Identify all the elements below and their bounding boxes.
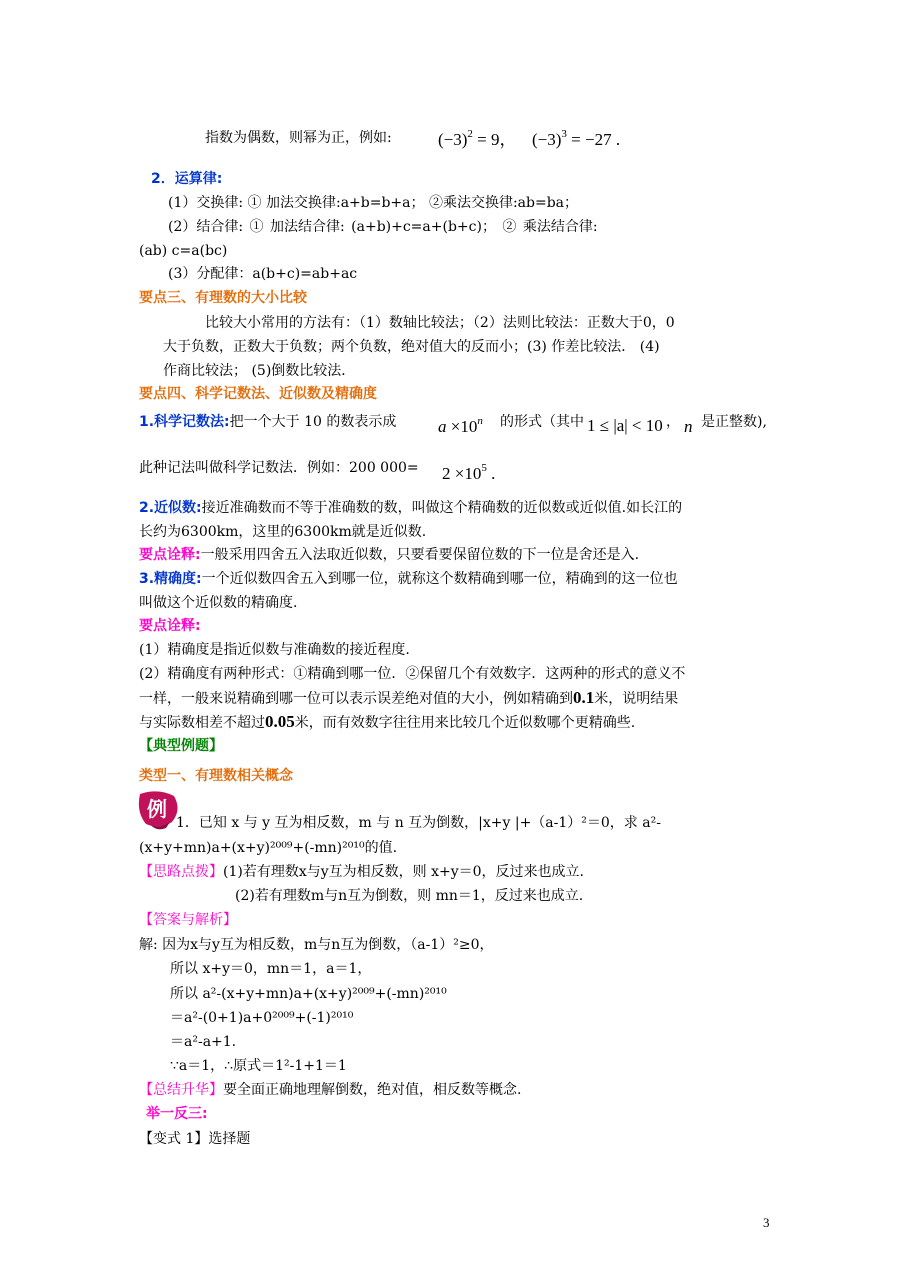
precision-line-1: 3.精确度:一个近似数四舍五入到哪一位，就称这个数精确到哪一位，精确到的这一位也 — [139, 571, 678, 587]
approx-line-1: 2.近似数:接近准确数而不等于准确数的数，叫做这个精确数的近似数或近似值.如长江的 — [139, 500, 683, 516]
note-two-line-4: 与实际数相差不超过0.05米，而有效数字往往用来比较几个近似数哪个更精确些. — [139, 712, 636, 731]
note-two-line-3: 一样，一般来说精确到哪一位可以表示误差绝对值的大小，例如精确到0.1米，说明结果 — [139, 688, 679, 707]
example-badge-text: 例 — [147, 797, 167, 821]
solution-line-1: 解: 因为x与y互为相反数，m与n互为倒数，（a-1）²≥0， — [139, 937, 494, 953]
precision-label: 3.精确度: — [139, 571, 202, 587]
sci-notation-line: 1.科学记数法:把一个大于 10 的数表示成 — [139, 414, 397, 430]
solution-line-6: ∵a＝1，∴原式＝1²-1+1＝1 — [170, 1058, 347, 1074]
compare-para-3: 作商比较法； (5)倒数比较法． — [163, 363, 356, 379]
typical-examples-heading: 【典型例题】 — [139, 738, 223, 754]
example-one-line-1: 1．已知 x 与 y 互为相反数，m 与 n 互为倒数，|x+y |+（a-1）²＝0，求 a²- — [176, 815, 661, 831]
law-associative-cont: (ab) c=a(bc) — [139, 243, 228, 259]
hint-line-1: 【思路点拨】(1)若有理数x与y互为相反数，则 x+y＝0，反过来也成立. — [139, 864, 584, 880]
sci-notation-comma: ， — [666, 414, 680, 430]
answer-label: 【答案与解析】 — [139, 912, 237, 928]
heading-point-four: 要点四、科学记数法、近似数及精确度 — [139, 386, 377, 402]
solution-line-3: 所以 a²-(x+y+mn)a+(x+y)²⁰⁰⁹+(-mn)²⁰¹⁰ — [170, 986, 447, 1002]
law-associative: (2）结合律: ① 加法结合律: (a+b)+c=a+(b+c)； ② 乘法结合律: — [168, 219, 598, 235]
law-distributive: (3）分配律：a(b+c)=ab+ac — [168, 266, 358, 282]
sci-notation-formula: $a \times 10^n$ — [438, 415, 483, 436]
note-one-label: 要点诠释: — [139, 547, 201, 563]
sci-notation-integer: 是正整数), — [701, 414, 767, 430]
example-math-2: $(-3)^3 = -27$ . — [532, 128, 621, 149]
note-two-line-2: (2）精确度有两种形式：①精确到哪一位．②保留几个有效数字．这两种的形式的意义不 — [139, 666, 686, 682]
type-one-heading: 类型一、有理数相关概念 — [139, 768, 293, 784]
note-one: 要点诠释:一般采用四舍五入法取近似数，只要看要保留位数的下一位是舍还是入. — [139, 547, 640, 563]
example-math-1: $(-3)^2 = 9$， — [438, 128, 517, 149]
hint-line-2: (2)若有理数m与n互为倒数，则 mn＝1，反过来也成立. — [235, 888, 584, 904]
sci-notation-label: 1.科学记数法: — [139, 414, 230, 430]
heading-point-three: 要点三、有理数的大小比较 — [139, 290, 307, 306]
note-two-line-1: (1）精确度是指近似数与准确数的接近程度. — [139, 642, 410, 658]
precision-line-2: 叫做这个近似数的精确度. — [139, 595, 298, 611]
sci-notation-form: 的形式（其中 — [500, 414, 584, 430]
approx-line-2: 长约为6300km，这里的6300km就是近似数. — [139, 524, 427, 540]
page-number: 3 — [763, 1215, 770, 1230]
sci-notation-condition: 1 ≤ |a| < 10 — [587, 416, 663, 435]
solution-line-5: ＝a²-a+1. — [170, 1034, 237, 1050]
sci-example-line: 此种记法叫做科学记数法．例如：200 000= — [139, 460, 419, 476]
practice-heading: 举一反三: — [146, 1106, 208, 1122]
law-commutative: (1）交换律: ① 加法交换律:a+b=b+a； ②乘法交换律:ab=ba； — [168, 195, 579, 211]
sci-example-math: $2 \times 10^5$ . — [442, 462, 496, 483]
sci-notation-n: n — [684, 417, 693, 436]
compare-para-2: 大于负数，正数大于负数；两个负数，绝对值大的反而小；(3) 作差比较法． (4) — [163, 339, 660, 355]
variant-one: 【变式 1】选择题 — [139, 1131, 251, 1147]
example-badge-icon — [136, 790, 180, 830]
example-one-line-2: (x+y+mn)a+(x+y)²⁰⁰⁹+(-mn)²⁰¹⁰的值. — [139, 840, 398, 856]
summary-label: 【总结升华】 — [139, 1082, 223, 1098]
note-two-label: 要点诠释: — [139, 618, 201, 634]
exponent-rule-line — [205, 128, 392, 148]
summary-line: 【总结升华】要全面正确地理解倒数，绝对值，相反数等概念. — [139, 1082, 522, 1098]
compare-para-1: 比较大小常用的方法有：（1）数轴比较法；（2）法则比较法：正数大于0，0 — [205, 315, 675, 331]
solution-line-2: 所以 x+y＝0，mn＝1，a＝1， — [170, 961, 372, 977]
section-heading-laws: 2．运算律: — [151, 171, 223, 187]
hint-label: 【思路点拨】 — [139, 864, 223, 880]
solution-line-4: ＝a²-(0+1)a+0²⁰⁰⁹+(-1)²⁰¹⁰ — [170, 1010, 354, 1026]
exponent-rule-text: 指数为偶数，则幂为正，例如: — [205, 130, 392, 146]
approx-label: 2.近似数: — [139, 500, 202, 516]
